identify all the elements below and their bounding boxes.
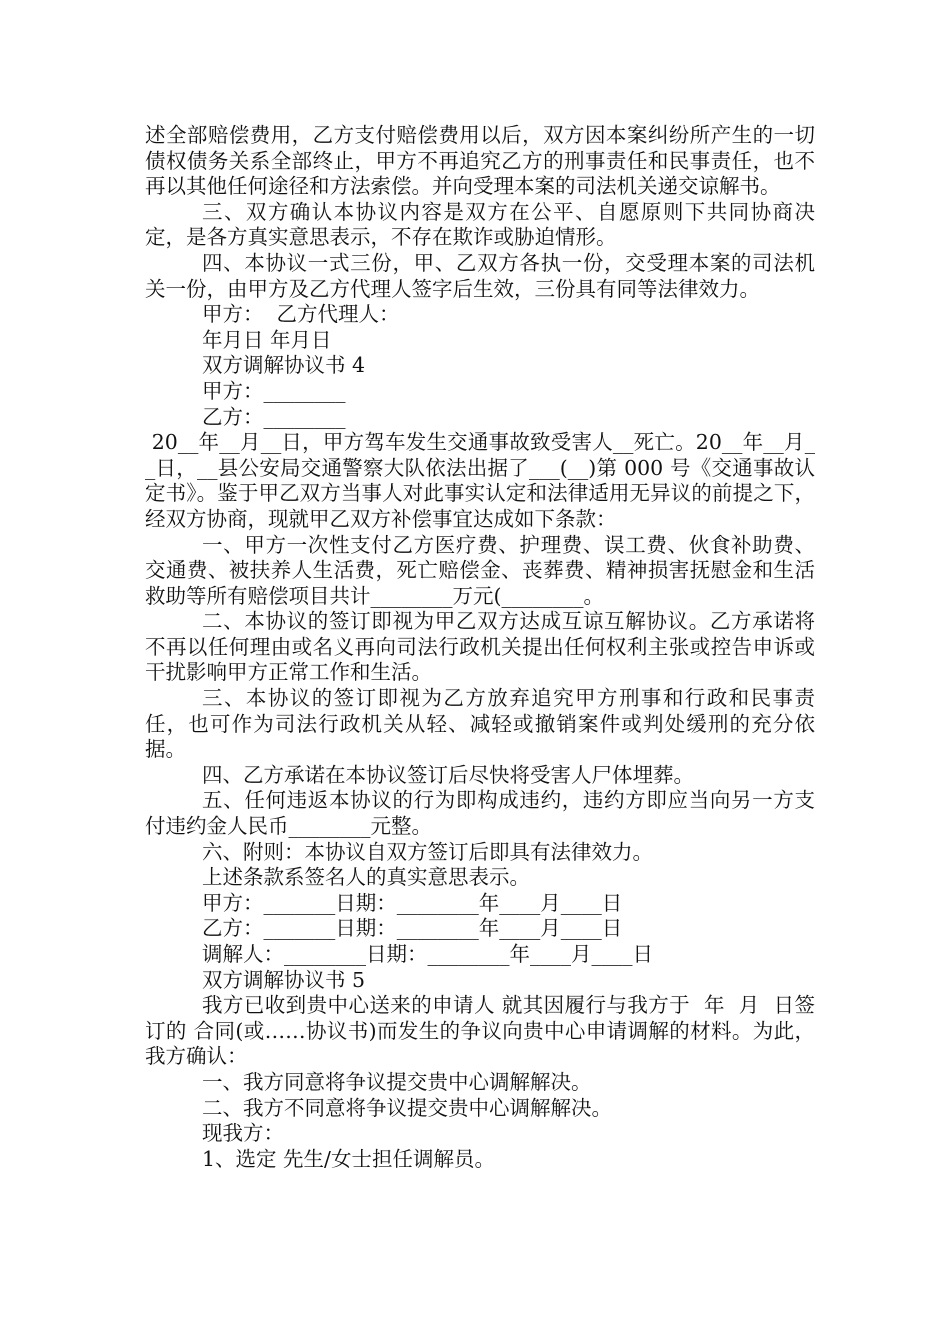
paragraph: 五、任何违返本协议的行为即构成违约，违约方即应当向另一方支付违约金人民币________元整。 (145, 788, 815, 839)
party-a-line: 甲方：________ (202, 378, 346, 403)
party-b-line: 乙方：________ (202, 404, 346, 429)
paragraph: 我方已收到贵中心送来的申请人 就其因履行与我方于 年 月 日签订的 合同(或……协议书)而发生的争议向贵中心申请调解的材料。为此，我方确认： (145, 993, 815, 1069)
list-item: 二、我方不同意将争议提交贵中心调解解决。 (202, 1095, 612, 1120)
paragraph: 上述条款系签名人的真实意思表示。 (202, 865, 530, 890)
paragraph: 一、甲方一次性支付乙方医疗费、护理费、误工费、伙食补助费、交通费、被扶养人生活费，死亡赔偿金、丧葬费、精神损害抚慰金和生活救助等所有赔偿项目共计________万元(________。 (145, 532, 815, 608)
paragraph: 20__年__月__日，甲方驾车发生交通事故致受害人__死亡。20__年__月__日，__县公安局交通警察大队依法出据了___(__)第 000 号《交通事故认定书》。鉴于甲乙双方当事人对此事实认定和法律适用无异议的前提之下，经双方协商，现就甲乙双方补偿事宜达成如下条款： (145, 430, 815, 531)
paragraph: 四、乙方承诺在本协议签订后尽快将受害人尸体埋葬。 (202, 762, 694, 787)
paragraph: 四、本协议一式三份，甲、乙双方各执一份，交受理本案的司法机关一份，由甲方及乙方代理人签字后生效，三份具有同等法律效力。 (145, 250, 815, 301)
list-item: 1、选定 先生/女士担任调解员。 (202, 1146, 495, 1171)
section-heading: 双方调解协议书 4 (202, 353, 366, 378)
paragraph: 现我方： (202, 1121, 284, 1146)
paragraph: 述全部赔偿费用，乙方支付赔偿费用以后，双方因本案纠纷所产生的一切债权债务关系全部终止，甲方不再追究乙方的刑事责任和民事责任，也不再以其他任何途径和方法索偿。并向受理本案的司法机关递交谅解书。 (145, 123, 815, 199)
signature-line: 乙方：_______日期：________年____月____日 (202, 916, 623, 941)
paragraph: 三、本协议的签订即视为乙方放弃追究甲方刑事和行政和民事责任，也可作为司法行政机关从轻、减轻或撤销案件或判处缓刑的充分依据。 (145, 686, 815, 762)
signature-line: 甲方： 乙方代理人： (202, 302, 400, 327)
paragraph: 三、双方确认本协议内容是双方在公平、自愿原则下共同协商决定，是各方真实意思表示，不存在欺诈或胁迫情形。 (145, 199, 815, 250)
paragraph: 六、附则：本协议自双方签订后即具有法律效力。 (202, 839, 653, 864)
section-heading: 双方调解协议书 5 (202, 967, 366, 992)
date-line: 年月日 年月日 (202, 327, 332, 352)
signature-line: 甲方：_______日期：________年____月____日 (202, 890, 623, 915)
signature-line: 调解人：________日期：________年____月____日 (202, 942, 653, 966)
list-item: 一、我方同意将争议提交贵中心调解解决。 (202, 1069, 592, 1094)
document-body (145, 123, 815, 1172)
paragraph: 二、本协议的签订即视为甲乙双方达成互谅互解协议。乙方承诺将不再以任何理由或名义再向司法行政机关提出任何权利主张或控告申诉或干扰影响甲方正常工作和生活。 (145, 609, 815, 685)
